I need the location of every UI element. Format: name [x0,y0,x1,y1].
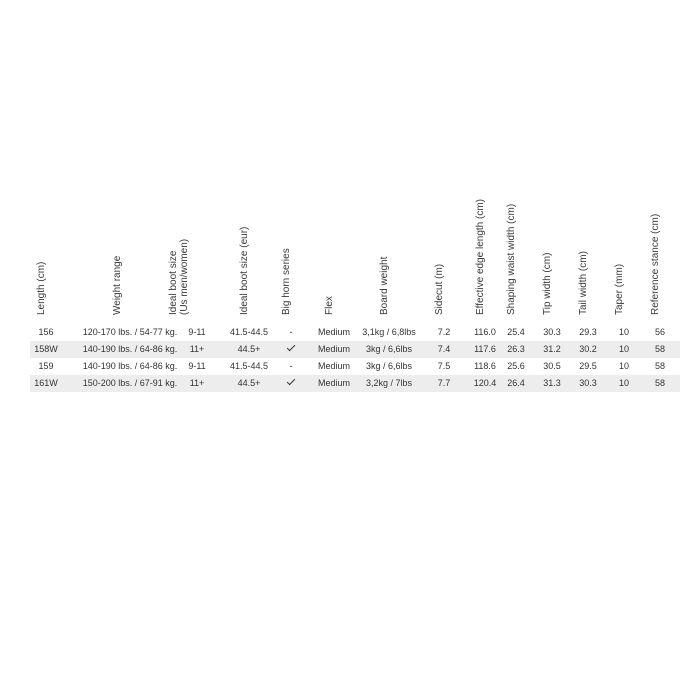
column-header-line: Board weight [379,256,390,315]
table-cell-tip-width: 30.5 [543,361,561,371]
table-cell-tail-width: 29.5 [579,361,597,371]
table-cell-waist-width: 25.6 [507,361,525,371]
table-cell-ideal-boot-size-eur: 44.5+ [237,344,261,354]
table-cell-waist-width: 26.4 [507,378,525,388]
column-header-line: (Us men/women) [179,238,190,315]
table-cell-stance: 58 [654,344,666,354]
table-cell-ideal-boot-size-eur: 44.5+ [237,378,261,388]
checkmark-icon [287,377,295,385]
column-header-line: Length (cm) [36,261,47,315]
table-cell-sidecut: 7.7 [437,378,451,388]
table-cell-waist-width: 26.3 [507,344,525,354]
table-cell-big-horn-series: - [289,327,293,337]
table-cell-flex: Medium [317,361,351,371]
table-cell-big-horn-series [287,375,295,392]
table-cell-flex: Medium [317,378,351,388]
table-row [30,341,680,358]
column-header-label [475,199,486,315]
table-cell-tail-width: 30.3 [579,378,597,388]
table-cell-flex: Medium [317,327,351,337]
table-cell-effective-edge: 117.6 [474,344,496,354]
table-cell-tail-width: 30.2 [579,344,597,354]
column-header-label [506,204,517,315]
table-cell-tip-width: 30.3 [543,327,561,337]
column-header-label [324,296,335,315]
table-cell-length: 161W [34,378,58,388]
column-header-label [168,239,190,315]
table-cell-effective-edge: 116.0 [474,327,496,337]
table-cell-length: 156 [38,327,54,337]
table-cell-length: 159 [38,361,54,371]
table-cell-board-weight: 3,1kg / 6,8lbs [362,327,416,337]
column-header-line: Ideal boot size (eur) [239,226,250,315]
table-cell-board-weight: 3kg / 6,6lbs [365,344,413,354]
column-header-line: Weight range [112,255,123,315]
column-header-label [434,264,445,315]
table-cell-ideal-boot-size-eur: 41.5-44.5 [229,327,269,337]
table-cell-tail-width: 29.3 [579,327,597,337]
column-header-line: Tip width (cm) [542,252,553,315]
column-header-line: Shaping waist width (cm) [506,203,517,315]
header-row [30,200,680,315]
table-cell-sidecut: 7.2 [437,327,451,337]
table-cell-taper: 10 [618,344,630,354]
table-cell-effective-edge: 118.6 [474,361,496,371]
table-cell-big-horn-series: - [289,361,293,371]
table-cell-sidecut: 7.5 [437,361,451,371]
column-header-label [542,253,553,315]
table-cell-taper: 10 [618,327,630,337]
column-header-line: Flex [324,296,335,315]
table-cell-big-horn-series [287,341,295,358]
column-header-line: Ideal boot size [168,250,179,315]
column-header-line: Taper (mm) [614,263,625,315]
column-header-label [379,257,390,315]
spec-table [30,200,680,400]
column-header-label [36,262,47,315]
column-header-line: Effective edge length (cm) [475,199,486,315]
column-header-label [614,264,625,315]
table-cell-board-weight: 3kg / 6,6lbs [365,361,413,371]
column-header-label [239,227,250,315]
column-header-label [578,251,589,315]
table-cell-taper: 10 [618,378,630,388]
table-cell-weight-range: 150-200 lbs. / 67-91 kg. [82,378,178,388]
table-cell-stance: 58 [654,378,666,388]
table-cell-flex: Medium [317,344,351,354]
column-header-label [281,248,292,315]
table-cell-ideal-boot-size-us: 11+ [189,344,205,354]
table-cell-stance: 58 [654,361,666,371]
table-cell-waist-width: 25.4 [507,327,525,337]
table-cell-board-weight: 3,2kg / 7lbs [365,378,413,388]
table-cell-ideal-boot-size-us: 9-11 [188,327,206,337]
table-body [30,324,680,392]
table-cell-stance: 56 [654,327,666,337]
table-row [30,324,680,341]
table-cell-ideal-boot-size-us: 9-11 [188,361,206,371]
table-cell-sidecut: 7.4 [437,344,451,354]
checkmark-icon [287,343,295,351]
table-cell-taper: 10 [618,361,630,371]
column-header-line: Big horn series [281,248,292,315]
table-cell-effective-edge: 120.4 [473,378,497,388]
table-row [30,375,680,392]
column-header-line: Reference stance (cm) [650,213,661,315]
table-row [30,358,680,375]
table-cell-tip-width: 31.2 [543,344,561,354]
table-cell-ideal-boot-size-eur: 41.5-44.5 [229,361,269,371]
table-cell-ideal-boot-size-us: 11+ [189,378,205,388]
table-cell-weight-range: 140-190 lbs. / 64-86 kg. [82,361,178,371]
table-cell-weight-range: 140-190 lbs. / 64-86 kg. [82,344,178,354]
table-cell-length: 158W [34,344,58,354]
column-header-line: Sidecut (m) [434,263,445,315]
table-cell-tip-width: 31.3 [543,378,561,388]
column-header-label [650,214,661,315]
table-cell-weight-range: 120-170 lbs. / 54-77 kg. [82,327,178,337]
column-header-line: Tail width (cm) [578,251,589,315]
column-header-label [112,256,123,315]
